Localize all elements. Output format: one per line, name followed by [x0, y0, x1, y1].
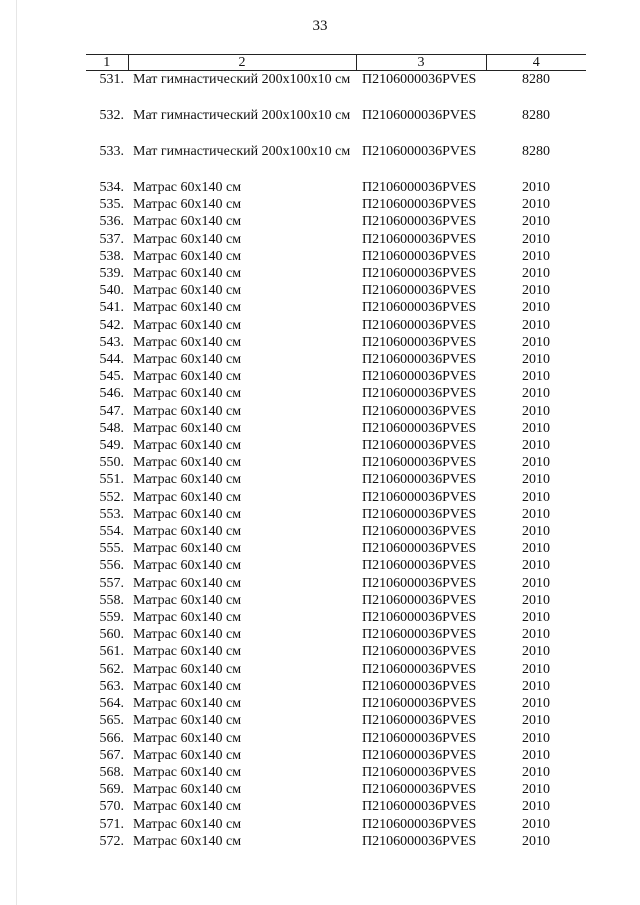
item-quantity: 2010 [522, 317, 550, 333]
item-quantity: 2010 [522, 696, 550, 712]
item-code: П2106000036PVES [362, 678, 477, 694]
row-number: 536. [99, 214, 124, 230]
row-number: 534. [99, 180, 124, 195]
item-quantity: 2010 [522, 558, 550, 574]
item-name: Матрас 60х140 см [133, 678, 242, 694]
row-number: 563. [99, 678, 124, 694]
row-number: 560. [99, 627, 124, 643]
item-name: Мат гимнастический 200х100х10 см [133, 108, 351, 123]
item-code: П2106000036PVES [362, 420, 477, 436]
items-table [86, 54, 586, 850]
row-number: 535. [99, 197, 124, 213]
item-quantity: 2010 [522, 283, 550, 299]
item-code: П2106000036PVES [362, 730, 477, 746]
page-number: 33 [312, 18, 328, 34]
item-code: П2106000036PVES [362, 747, 477, 763]
item-quantity: 2010 [522, 506, 550, 522]
table-row [86, 781, 586, 798]
table-row [86, 420, 586, 437]
row-number: 572. [99, 833, 124, 849]
item-quantity: 2010 [522, 610, 550, 626]
item-name: Матрас 60х140 см [133, 816, 242, 832]
item-name: Матрас 60х140 см [133, 713, 242, 729]
item-quantity: 2010 [522, 403, 550, 419]
row-number: 570. [99, 799, 124, 815]
row-number: 553. [99, 506, 124, 522]
row-number: 531. [99, 72, 124, 87]
table-row [86, 540, 586, 557]
item-quantity: 8280 [522, 108, 550, 123]
row-number: 542. [99, 317, 124, 333]
item-quantity: 2010 [522, 782, 550, 798]
item-name: Матрас 60х140 см [133, 317, 242, 333]
table-row [86, 71, 586, 108]
table-row [86, 143, 586, 179]
header-col-1: 1 [86, 55, 128, 71]
item-code: П2106000036PVES [362, 506, 477, 522]
row-number: 538. [99, 248, 124, 264]
item-quantity: 2010 [522, 386, 550, 402]
item-name: Матрас 60х140 см [133, 524, 242, 540]
item-code: П2106000036PVES [362, 644, 477, 660]
row-number: 541. [99, 300, 124, 316]
item-quantity: 2010 [522, 799, 550, 815]
table-row [86, 107, 586, 143]
item-quantity: 2010 [522, 489, 550, 505]
item-code: П2106000036PVES [362, 799, 477, 815]
item-code: П2106000036PVES [362, 144, 477, 159]
item-quantity: 2010 [522, 575, 550, 591]
table-row [86, 609, 586, 626]
item-name: Матрас 60х140 см [133, 197, 242, 213]
item-quantity: 2010 [522, 438, 550, 454]
row-number: 540. [99, 283, 124, 299]
table-row [86, 213, 586, 230]
item-code: П2106000036PVES [362, 72, 477, 87]
item-code: П2106000036PVES [362, 369, 477, 385]
row-number: 571. [99, 816, 124, 832]
row-number: 539. [99, 266, 124, 282]
item-name: Матрас 60х140 см [133, 214, 242, 230]
row-number: 566. [99, 730, 124, 746]
table-row [86, 437, 586, 454]
table-row [86, 248, 586, 265]
item-quantity: 2010 [522, 231, 550, 247]
item-name: Матрас 60х140 см [133, 248, 242, 264]
item-name: Матрас 60х140 см [133, 558, 242, 574]
table-row [86, 299, 586, 316]
row-number: 547. [99, 403, 124, 419]
item-name: Матрас 60х140 см [133, 352, 242, 368]
row-number: 532. [99, 108, 124, 123]
table-row [86, 282, 586, 299]
item-name: Матрас 60х140 см [133, 300, 242, 316]
item-name: Матрас 60х140 см [133, 592, 242, 608]
item-code: П2106000036PVES [362, 180, 477, 195]
row-number: 549. [99, 438, 124, 454]
item-name: Матрас 60х140 см [133, 369, 242, 385]
item-code: П2106000036PVES [362, 386, 477, 402]
item-name: Мат гимнастический 200х100х10 см [133, 144, 351, 159]
table-row [86, 643, 586, 660]
table-row [86, 196, 586, 213]
item-code: П2106000036PVES [362, 592, 477, 608]
table-row [86, 798, 586, 815]
item-quantity: 2010 [522, 248, 550, 264]
item-quantity: 2010 [522, 816, 550, 832]
item-name: Матрас 60х140 см [133, 180, 242, 195]
item-name: Матрас 60х140 см [133, 266, 242, 282]
item-name: Матрас 60х140 см [133, 386, 242, 402]
table-row [86, 317, 586, 334]
row-number: 569. [99, 782, 124, 798]
item-code: П2106000036PVES [362, 489, 477, 505]
table-row [86, 833, 586, 850]
item-name: Матрас 60х140 см [133, 575, 242, 591]
item-code: П2106000036PVES [362, 816, 477, 832]
row-number: 550. [99, 455, 124, 471]
row-number: 546. [99, 386, 124, 402]
row-number: 567. [99, 747, 124, 763]
item-code: П2106000036PVES [362, 352, 477, 368]
item-code: П2106000036PVES [362, 438, 477, 454]
item-code: П2106000036PVES [362, 558, 477, 574]
item-name: Матрас 60х140 см [133, 661, 242, 677]
item-name: Матрас 60х140 см [133, 730, 242, 746]
item-quantity: 2010 [522, 764, 550, 780]
table-row [86, 523, 586, 540]
row-number: 543. [99, 334, 124, 350]
item-quantity: 2010 [522, 300, 550, 316]
item-name: Матрас 60х140 см [133, 420, 242, 436]
item-code: П2106000036PVES [362, 231, 477, 247]
item-quantity: 2010 [522, 644, 550, 660]
table-row [86, 506, 586, 523]
item-code: П2106000036PVES [362, 317, 477, 333]
item-name: Матрас 60х140 см [133, 455, 242, 471]
table-row [86, 626, 586, 643]
item-name: Матрас 60х140 см [133, 489, 242, 505]
item-name: Матрас 60х140 см [133, 627, 242, 643]
item-name: Мат гимнастический 200х100х10 см [133, 72, 351, 87]
row-number: 557. [99, 575, 124, 591]
table-row [86, 179, 586, 196]
table-row [86, 764, 586, 781]
row-number: 552. [99, 489, 124, 505]
item-name: Матрас 60х140 см [133, 644, 242, 660]
item-quantity: 2010 [522, 180, 550, 195]
table-row [86, 471, 586, 488]
item-quantity: 2010 [522, 369, 550, 385]
item-code: П2106000036PVES [362, 334, 477, 350]
item-name: Матрас 60х140 см [133, 283, 242, 299]
item-code: П2106000036PVES [362, 524, 477, 540]
item-code: П2106000036PVES [362, 782, 477, 798]
item-name: Матрас 60х140 см [133, 833, 242, 849]
item-name: Матрас 60х140 см [133, 610, 242, 626]
row-number: 545. [99, 369, 124, 385]
item-code: П2106000036PVES [362, 472, 477, 488]
item-code: П2106000036PVES [362, 627, 477, 643]
table-row [86, 712, 586, 729]
table-row [86, 368, 586, 385]
row-number: 562. [99, 661, 124, 677]
table-row [86, 678, 586, 695]
table-row [86, 334, 586, 351]
table-row [86, 557, 586, 574]
item-quantity: 2010 [522, 678, 550, 694]
item-quantity: 2010 [522, 472, 550, 488]
row-number: 568. [99, 764, 124, 780]
table-row [86, 231, 586, 248]
header-col-3: 3 [356, 55, 486, 71]
item-name: Матрас 60х140 см [133, 541, 242, 557]
table-row [86, 661, 586, 678]
item-code: П2106000036PVES [362, 833, 477, 849]
row-number: 556. [99, 558, 124, 574]
item-quantity: 8280 [522, 144, 550, 159]
row-number: 548. [99, 420, 124, 436]
item-code: П2106000036PVES [362, 713, 477, 729]
row-number: 559. [99, 610, 124, 626]
item-code: П2106000036PVES [362, 696, 477, 712]
item-code: П2106000036PVES [362, 214, 477, 230]
item-quantity: 2010 [522, 455, 550, 471]
item-code: П2106000036PVES [362, 764, 477, 780]
row-number: 561. [99, 644, 124, 660]
item-code: П2106000036PVES [362, 197, 477, 213]
item-quantity: 2010 [522, 266, 550, 282]
item-code: П2106000036PVES [362, 403, 477, 419]
row-number: 544. [99, 352, 124, 368]
table-row [86, 351, 586, 368]
item-quantity: 2010 [522, 334, 550, 350]
table-row [86, 403, 586, 420]
item-name: Матрас 60х140 см [133, 334, 242, 350]
item-code: П2106000036PVES [362, 455, 477, 471]
item-code: П2106000036PVES [362, 541, 477, 557]
table-row [86, 695, 586, 712]
item-quantity: 2010 [522, 661, 550, 677]
table-row [86, 454, 586, 471]
item-code: П2106000036PVES [362, 248, 477, 264]
item-quantity: 2010 [522, 833, 550, 849]
item-name: Матрас 60х140 см [133, 696, 242, 712]
item-code: П2106000036PVES [362, 266, 477, 282]
table-body [86, 71, 586, 850]
item-name: Матрас 60х140 см [133, 231, 242, 247]
table-row [86, 730, 586, 747]
table-row [86, 816, 586, 833]
item-quantity: 2010 [522, 524, 550, 540]
row-number: 555. [99, 541, 124, 557]
item-quantity: 2010 [522, 747, 550, 763]
item-code: П2106000036PVES [362, 108, 477, 123]
item-code: П2106000036PVES [362, 661, 477, 677]
item-quantity: 2010 [522, 713, 550, 729]
item-quantity: 2010 [522, 730, 550, 746]
item-name: Матрас 60х140 см [133, 747, 242, 763]
header-col-2: 2 [128, 55, 356, 71]
item-quantity: 2010 [522, 627, 550, 643]
row-number: 564. [99, 696, 124, 712]
header-col-4: 4 [486, 55, 586, 71]
item-code: П2106000036PVES [362, 300, 477, 316]
table-row [86, 489, 586, 506]
item-code: П2106000036PVES [362, 283, 477, 299]
item-name: Матрас 60х140 см [133, 438, 242, 454]
table-row [86, 747, 586, 764]
row-number: 554. [99, 524, 124, 540]
item-name: Матрас 60х140 см [133, 403, 242, 419]
row-number: 565. [99, 713, 124, 729]
item-name: Матрас 60х140 см [133, 472, 242, 488]
item-quantity: 2010 [522, 541, 550, 557]
table-row [86, 385, 586, 402]
item-quantity: 2010 [522, 352, 550, 368]
item-quantity: 8280 [522, 72, 550, 87]
table-row [86, 265, 586, 282]
row-number: 558. [99, 592, 124, 608]
item-code: П2106000036PVES [362, 575, 477, 591]
row-number: 537. [99, 231, 124, 247]
item-name: Матрас 60х140 см [133, 764, 242, 780]
scan-edge-line [16, 0, 17, 905]
item-quantity: 2010 [522, 592, 550, 608]
item-name: Матрас 60х140 см [133, 799, 242, 815]
item-quantity: 2010 [522, 214, 550, 230]
row-number: 551. [99, 472, 124, 488]
item-quantity: 2010 [522, 420, 550, 436]
row-number: 533. [99, 144, 124, 159]
table-row [86, 592, 586, 609]
table-header-row [86, 55, 586, 71]
item-name: Матрас 60х140 см [133, 782, 242, 798]
table-row [86, 575, 586, 592]
item-quantity: 2010 [522, 197, 550, 213]
item-code: П2106000036PVES [362, 610, 477, 626]
item-name: Матрас 60х140 см [133, 506, 242, 522]
